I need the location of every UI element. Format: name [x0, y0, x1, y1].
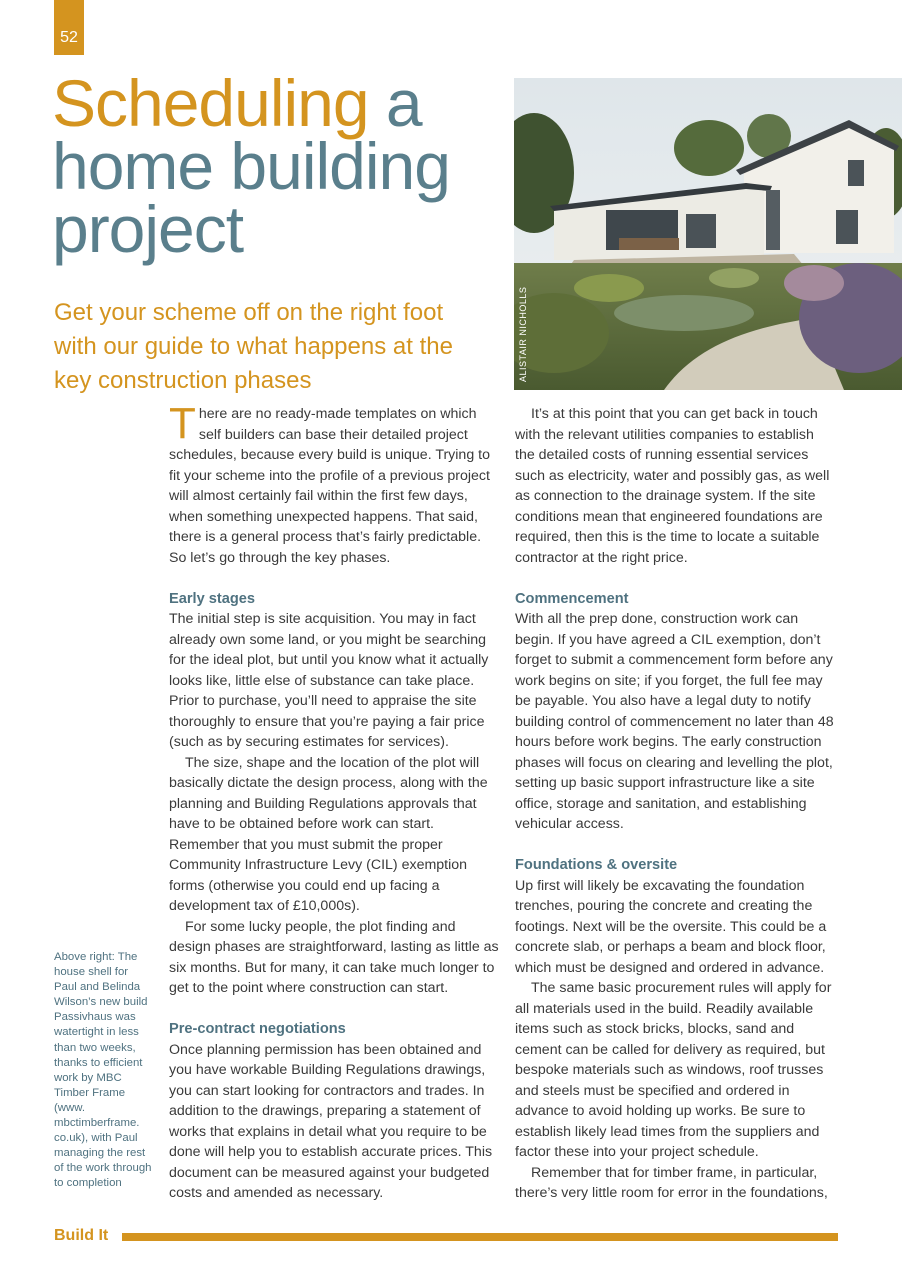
photo-caption: Above right: The house shell for Paul and Belinda Wilson’s new build Passivhaus was watertight in less than two weeks, thanks to efficient work by MBC Timber Frame (www. mbctimberframe. co.uk), with Paul managing the rest of the work through to completion [54, 951, 152, 1190]
foundations-paragraph-1: Up first will likely be excavating the foundation trenches, pouring the concrete and creating the footings. Next will be the oversite. This could be a concrete slab, or perhaps a beam and block floor, which must be designed and ordered in advance. [515, 877, 827, 976]
house-photo [514, 78, 902, 390]
heading-pre-contract: Pre-contract negotiations [169, 1021, 346, 1037]
foundations-paragraph-2: The same basic procurement rules will apply for all materials used in the build. Readily available items such as stock bricks, blocks, sand and cement can be called for delivery as required, but bespoke materials such as windows, roof trusses and steels must be specified and ordered in advance to avoid holding up works. Be sure to establish likely lead times from the suppliers and factor these into your project schedule. [515, 980, 832, 1160]
commencement-paragraph: With all the prep done, construction work can begin. If you have agreed a CIL exemption, don’t forget to submit a commencement form before any work begins on site; if you forget, the full fee may be payable. You also have a legal duty to notify building control of commencement no later than 48 hours before work begins. The early construction phases will focus on clearing and levelling the plot, setting up basic support infrastructure like a site office, storage and sanitation, and establishing vehicular access. [515, 611, 834, 832]
photo-credit: ALISTAIR NICHOLLS [518, 286, 528, 382]
title-rest: a home building project [52, 66, 450, 266]
foundations-paragraph-3: Remember that for timber frame, in particular, there’s very little room for error in the foundations, [515, 1164, 828, 1201]
heading-early-stages: Early stages [169, 590, 255, 607]
drop-cap: T [169, 399, 196, 448]
early-stages-paragraph-3: For some lucky people, the plot finding and design phases are straightforward, lasting as little as six months. But for many, it can take much longer to get to the point where construction can start. [169, 918, 499, 996]
magazine-name: Build It [54, 1227, 109, 1244]
article-column-left [169, 399, 499, 1204]
title-accent: Scheduling [52, 66, 369, 140]
pre-contract-paragraph: Once planning permission has been obtained and you have workable Building Regulations drawings, you can start looking for contractors and trades. In addition to the drawings, preparing a statement of works that explains in detail what you require to be done will help you to establish accurate prices. This document can be measured against your budgeted costs and amended as necessary. [169, 1041, 493, 1201]
article-subtitle: Get your scheme off on the right foot with our guide to what happens at the key construction phases [54, 299, 453, 394]
utilities-paragraph: It’s at this point that you can get back in touch with the relevant utilities companies to establish the detailed costs of running essential services such as electricity, water and possibly gas, as well as connection to the drainage system. If the site conditions mean that engineered foundations are required, then this is the time to locate a suitable contractor at the right price. [515, 406, 830, 566]
article-title [52, 66, 492, 266]
house-illustration [514, 78, 902, 390]
footer-rule [122, 1233, 838, 1241]
heading-commencement: Commencement [515, 590, 629, 607]
early-stages-paragraph-2: The size, shape and the location of the plot will basically dictate the design process, along with the planning and Building Regulations approvals that have to be obtained before work can start. Remember that you must submit the proper Community Infrastructure Levy (CIL) exemption forms (otherwise you could end up facing a development tax of £10,000s). [169, 754, 488, 914]
early-stages-paragraph-1: The initial step is site acquisition. You may in fact already own some land, or you might be searching for the ideal plot, but until you know what it actually looks like, little else of substance can take place. Prior to purchase, you’ll need to appraise the site thoroughly to ensure that you’re paying a fair price (such as by securing estimates for services). [169, 611, 489, 750]
article-column-right [515, 404, 835, 1204]
intro-paragraph: There are no ready-made templates on which self builders can base their detailed project schedules, because every build is unique. Trying to fit your scheme into the profile of a previous project will almost certainly fail within the first few days, when something unexpected happens. That said, there is a general process that’s fairly predictable. So let’s go through the key phases. [169, 399, 490, 566]
heading-foundations: Foundations & oversite [515, 857, 678, 873]
page-number: 52 [54, 0, 84, 55]
